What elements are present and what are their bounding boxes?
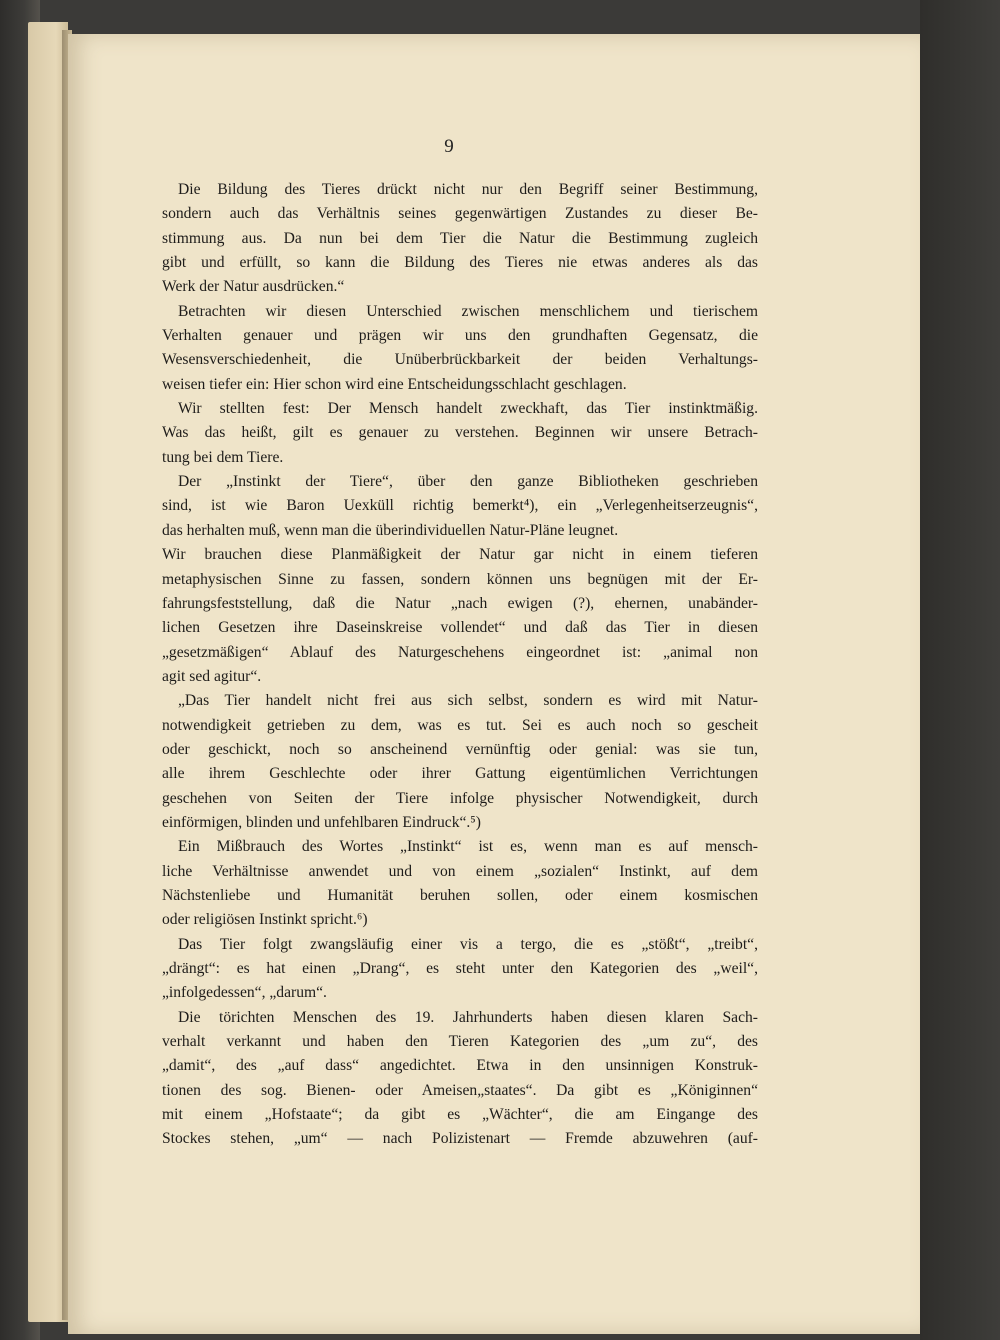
text-line: weisen tiefer ein: Hier schon wird eine Entscheidungsschlacht geschlagen.: [162, 375, 627, 393]
text-line: Das Tier folgt zwangsläufig einer vis a tergo, die es „stößt“, „treibt“,: [178, 935, 758, 953]
text-line: tung bei dem Tiere.: [162, 448, 284, 466]
text-line: agit sed agitur“.: [162, 667, 262, 685]
text-line: „Das Tier handelt nicht frei aus sich selbst, sondern es wird mit Natur-: [178, 692, 758, 710]
background-edge: [920, 0, 1000, 1340]
text-line: Betrachten wir diesen Unterschied zwischen menschlichem und tierischem: [178, 302, 758, 320]
text-line: liche Verhältnisse anwendet und von einem „sozialen“ Instinkt, auf dem: [162, 862, 758, 880]
text-line: fahrungsfeststellung, daß die Natur „nach ewigen (?), ehernen, unabänder-: [162, 594, 758, 612]
text-line: Werk der Natur ausdrücken.“: [162, 278, 345, 296]
text-line: Wir stellten fest: Der Mensch handelt zweckhaft, das Tier instinktmäßig.: [178, 400, 758, 418]
text-line: „damit“, des „auf dass“ angedichtet. Etwa in den unsinnigen Konstruk-: [162, 1057, 758, 1075]
text-line: Der „Instinkt der Tiere“, über den ganze Bibliotheken geschrieben: [178, 473, 758, 491]
text-line: „infolgedessen“, „darum“.: [162, 984, 327, 1002]
text-line: Verhalten genauer und prägen wir uns den grundhaften Gegensatz, die: [162, 327, 758, 345]
text-line: Die Bildung des Tieres drückt nicht nur den Begriff seiner Bestimmung,: [178, 181, 758, 198]
text-line: Wir brauchen diese Planmäßigkeit der Natur gar nicht in einem tieferen: [162, 546, 758, 564]
text-line: tionen des sog. Bienen- oder Ameisen„staates“. Da gibt es „Königinnen“: [162, 1081, 758, 1099]
text-line: Die törichten Menschen des 19. Jahrhunderts haben diesen klaren Sach-: [178, 1008, 758, 1026]
text-line: Ein Mißbrauch des Wortes „Instinkt“ ist es, wenn man es auf mensch-: [178, 838, 758, 856]
text-line: gibt und erfüllt, so kann die Bildung des Tieres nie etwas anderes als das: [162, 254, 758, 272]
text-line: oder religiösen Instinkt spricht.⁶): [162, 911, 368, 929]
text-line: verhalt verkannt und haben den Tieren Kategorien des „um zu“, des: [162, 1033, 758, 1051]
text-line: Nächstenliebe und Humanität beruhen sollen, oder einem kosmischen: [162, 886, 758, 904]
text-line: alle ihrem Geschlechte oder ihrer Gattung eigentümlichen Verrichtungen: [162, 765, 758, 783]
text-line: das herhalten muß, wenn man die überindividuellen Natur-Pläne leugnet.: [162, 521, 619, 539]
page-number: 9: [444, 136, 454, 157]
text-line: notwendigkeit getrieben zu dem, was es tut. Sei es auch noch so gescheit: [162, 716, 758, 734]
text-line: Wesensverschiedenheit, die Unüberbrückbarkeit der beiden Verhaltungs-: [162, 351, 758, 369]
text-line: sondern auch das Verhältnis seines gegenwärtigen Zustandes zu dieser Be-: [162, 205, 758, 223]
text-line: einförmigen, blinden und unfehlbaren Eindruck“.⁵): [162, 813, 481, 831]
text-line: „gesetzmäßigen“ Ablauf des Naturgeschehens eingeordnet ist: „animal non: [162, 643, 758, 661]
text-line: oder geschickt, noch so anscheinend vernünftig oder genial: was sie tun,: [162, 740, 758, 758]
text-line: Stockes stehen, „um“ — nach Polizistenart — Fremde abzuwehren (auf-: [162, 1130, 758, 1148]
text-line: Was das heißt, gilt es genauer zu verstehen. Beginnen wir unsere Betrach-: [162, 424, 758, 442]
text-line: geschehen von Seiten der Tiere infolge physischer Notwendigkeit, durch: [162, 789, 758, 807]
text-line: „drängt“: es hat einen „Drang“, es steht unter den Kategorien des „weil“,: [162, 960, 758, 977]
text-line: sind, ist wie Baron Uexküll richtig bemerkt⁴), ein „Verlegenheitserzeugnis“,: [162, 497, 758, 515]
body-text: [162, 178, 758, 1152]
text-line: mit einem „Hofstaate“; da gibt es „Wächter“, die am Eingange des: [162, 1106, 758, 1124]
text-line: stimmung aus. Da nun bei dem Tier die Natur die Bestimmung zugleich: [162, 229, 758, 247]
text-line: metaphysischen Sinne zu fassen, sondern können uns begnügen mit der Er-: [162, 570, 758, 588]
text-line: lichen Gesetzen ihre Daseinskreise vollendet“ und daß das Tier in diesen: [162, 619, 758, 637]
